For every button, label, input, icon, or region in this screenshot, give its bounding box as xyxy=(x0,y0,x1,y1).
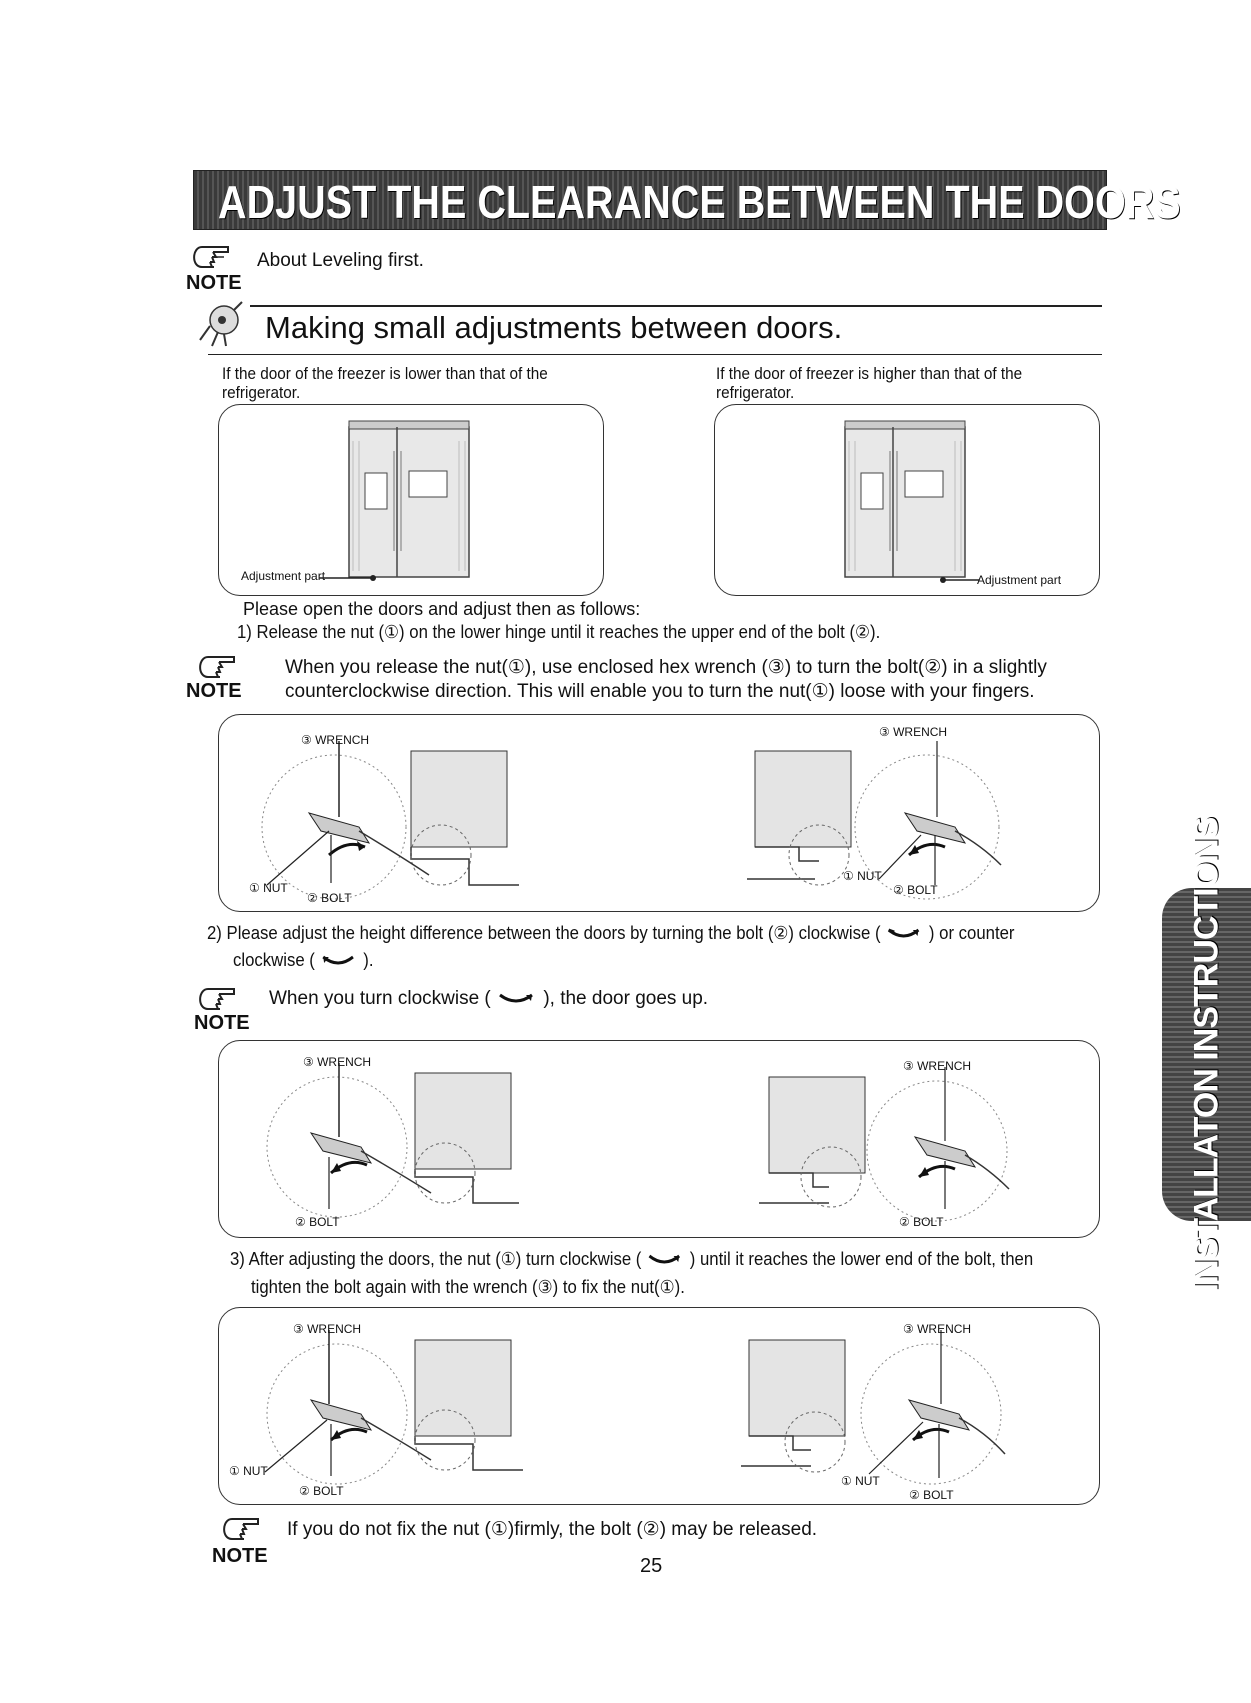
hinge-illustration-right xyxy=(719,1324,1019,1494)
illustration-box-turn-bolt xyxy=(218,1040,1100,1238)
illustration-box-freezer-higher xyxy=(714,404,1100,596)
adjustment-part-label-right: Adjustment part xyxy=(977,573,1062,587)
nut-label: ① NUT xyxy=(249,881,288,895)
hinge-illustration-left xyxy=(249,1324,549,1494)
hinge-illustration-left xyxy=(249,735,549,905)
step-2-line-2: clockwise ( ). xyxy=(233,950,374,970)
pointing-hand-icon xyxy=(188,244,232,270)
leader-line xyxy=(319,571,379,585)
wrench-label: ③ WRENCH xyxy=(303,1055,372,1069)
bolt-label: ② BOLT xyxy=(307,891,352,905)
counterclockwise-arrow-icon xyxy=(320,953,359,969)
note-text-fix-nut: If you do not fix the nut (①)firmly, the bolt (②) may be released. xyxy=(287,1519,818,1540)
section-title: Making small adjustments between doors. xyxy=(265,310,843,345)
clockwise-arrow-icon xyxy=(496,991,538,1007)
note-label: NOTE xyxy=(194,1012,250,1034)
wrench-label: ③ WRENCH xyxy=(879,725,948,739)
note-text-clockwise: When you turn clockwise ( ), the door goes up. xyxy=(269,988,709,1009)
steps-intro: Please open the doors and adjust then as follows: xyxy=(243,599,641,619)
step-1: 1) Release the nut (①) on the lower hinge until it reaches the upper end of the bolt (②). xyxy=(237,622,881,642)
caption-freezer-higher: If the door of freezer is higher than that of the refrigerator. xyxy=(716,364,1023,402)
nut-label: ① NUT xyxy=(229,1464,268,1478)
caption-freezer-lower: If the door of the freezer is lower than that of the refrigerator. xyxy=(222,364,548,402)
refrigerator-illustration xyxy=(339,411,479,583)
note-text-release-nut-1: When you release the nut(①), use enclosed hex wrench (③) to turn the bolt(②) in a slightly xyxy=(285,657,1047,678)
bolt-label: ② BOLT xyxy=(299,1484,344,1498)
wrench-label: ③ WRENCH xyxy=(301,733,370,747)
note-text-leveling: About Leveling first. xyxy=(257,250,424,271)
clockwise-arrow-icon xyxy=(885,926,924,942)
wrench-label: ③ WRENCH xyxy=(293,1322,362,1336)
header-banner xyxy=(193,170,1181,230)
note-label: NOTE xyxy=(212,1545,268,1567)
adjustment-part-label-left: Adjustment part xyxy=(241,569,326,583)
note-text-release-nut-2: counterclockwise direction. This will enable you to turn the nut(①) loose with your fingers. xyxy=(285,681,1035,702)
note-label: NOTE xyxy=(186,272,242,294)
step-2: 2) Please adjust the height difference between the doors by turning the bolt (②) clockwise ( ) or counter xyxy=(207,923,1015,943)
side-tab-label: INSTALLATON INSTRUCTIONS xyxy=(1187,817,1225,1292)
wrench-label: ③ WRENCH xyxy=(903,1059,972,1073)
bolt-label: ② BOLT xyxy=(909,1488,954,1502)
side-tab xyxy=(1162,817,1251,1292)
illustration-box-tighten xyxy=(218,1307,1100,1505)
note-label: NOTE xyxy=(186,680,242,702)
hinge-illustration-right xyxy=(719,1057,1019,1227)
page-title: ADJUST THE CLEARANCE BETWEEN THE DOORS xyxy=(218,176,1181,228)
hinge-illustration-left xyxy=(249,1057,549,1227)
wrench-label: ③ WRENCH xyxy=(903,1322,972,1336)
hand-drawing-icon xyxy=(194,296,246,348)
bolt-label: ② BOLT xyxy=(893,883,938,897)
illustration-box-freezer-lower xyxy=(218,404,604,596)
step-3-line-2: tighten the bolt again with the wrench (③) to fix the nut(①). xyxy=(251,1277,685,1297)
refrigerator-illustration xyxy=(835,411,975,583)
nut-label: ① NUT xyxy=(843,869,882,883)
bolt-label: ② BOLT xyxy=(295,1215,340,1229)
divider-section xyxy=(208,354,1102,355)
pointing-hand-icon xyxy=(194,986,238,1012)
illustration-box-release-nut xyxy=(218,714,1100,912)
nut-label: ① NUT xyxy=(841,1474,880,1488)
pointing-hand-icon xyxy=(194,654,238,680)
bolt-label: ② BOLT xyxy=(899,1215,944,1229)
page-number: 25 xyxy=(640,1555,663,1577)
clockwise-arrow-icon xyxy=(646,1252,685,1268)
pointing-hand-icon xyxy=(218,1516,262,1542)
step-3: 3) After adjusting the doors, the nut (①) turn clockwise ( ) until it reaches the lower end of the bolt, then xyxy=(230,1249,1034,1269)
leader-line xyxy=(939,573,979,587)
divider-top xyxy=(250,305,1102,307)
